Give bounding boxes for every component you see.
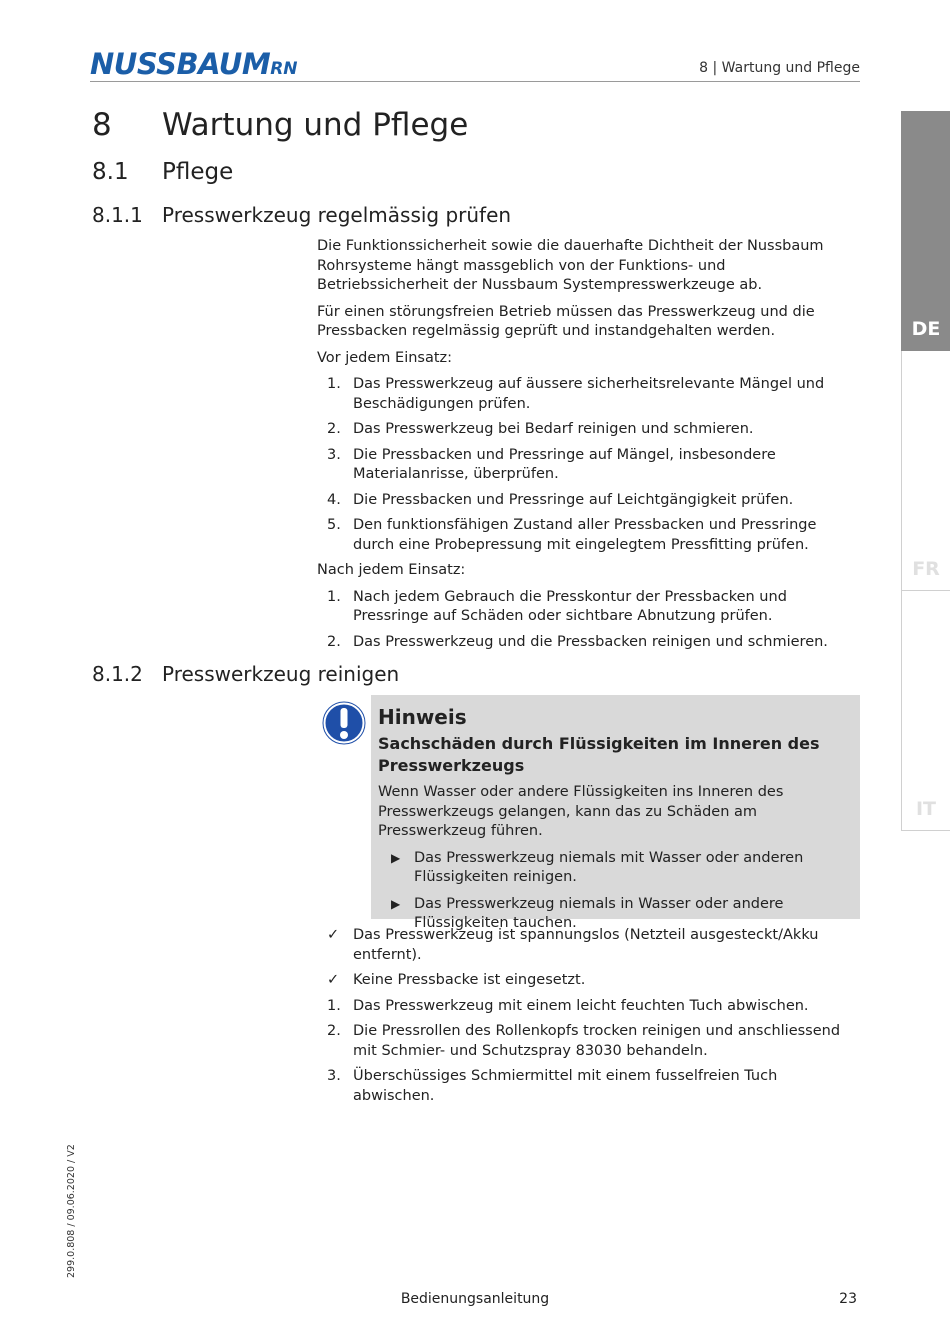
logo-suffix-text: RN [270,59,298,79]
subsection-title: Presswerkzeug regelmässig prüfen [162,203,512,227]
list-item: ✓ Keine Pressbacke ist eingesetzt. [317,971,860,991]
subsection-heading-check [92,201,511,229]
language-tab-fr[interactable] [901,351,950,591]
page-number: 23 [839,1291,857,1307]
after-use-list [317,588,860,653]
list-item: 2. Die Pressrollen des Rollenkopfs trocken reinigen und anschliessend mit Schmier- und Schutzspray 83030 behandeln. [327,1023,841,1059]
chapter-heading [92,104,468,146]
document-code: 299.0.808 / 09.06.2020 / V2 [66,1144,77,1278]
list-item: 1. Das Presswerkzeug mit einem leicht feuchten Tuch abwischen. [327,997,809,1014]
cleaning-steps-list [317,997,860,1107]
section-number: 8.1 [92,159,129,185]
notice-title: Hinweis [378,705,467,729]
list-item: 4. Die Pressbacken und Pressringe auf Leichtgängigkeit prüfen. [327,491,794,508]
language-tab-it[interactable] [901,591,950,831]
section-heading [92,155,233,189]
notice-box [371,695,860,931]
chapter-title: Wartung und Pflege [162,107,469,143]
language-tab-label: IT [915,798,937,820]
clean-section-body [317,926,860,1112]
logo-main-text: NUSSBAUM [90,47,271,81]
check-icon: ✓ [327,927,340,943]
section-title: Pflege [162,159,234,185]
list-item: 3. Überschüssiges Schmiermittel mit einem fusselfreien Tuch abwischen. [327,1068,778,1104]
list-item: ✓ Das Presswerkzeug ist spannungslos (Netzteil ausgesteckt/Akku entfernt). [327,927,819,963]
subsection-number: 8.1.1 [92,203,143,227]
list-item: 3. Die Pressbacken und Pressringe auf Mängel, insbesondere Materialanrisse, überprüfen. [327,446,776,482]
before-use-list [317,375,860,555]
language-tab-label: DE [911,318,941,340]
list-item: 2. Das Presswerkzeug und die Pressbacken reinigen und schmieren. [327,633,828,650]
notice-bullets [378,849,846,934]
footer-title: Bedienungsanleitung [400,1291,550,1307]
subsection-number: 8.1.2 [92,662,143,686]
language-tab-label: FR [912,558,940,580]
check-icon: ✓ [327,972,340,988]
list-item: ▶ Das Presswerkzeug niemals in Wasser oder andere Flüssigkeiten tauchen. [391,895,784,931]
exclamation-icon [321,700,367,746]
paragraph: Die Funktionssicherheit sowie die dauerhafte Dichtheit der Nussbaum Rohrsysteme hängt massgeblich von der Funktions- und Betriebssicherheit der Nussbaum Systempresswerkzeuge ab. [317,238,824,293]
subsection-heading-clean [92,660,399,688]
list-item: 5. Den funktionsfähigen Zustand aller Pressbacken und Pressringe durch eine Probepressung mit eingelegtem Pressfitting prüfen. [327,517,817,553]
language-tabs [901,111,950,831]
subsection-title: Presswerkzeug reinigen [162,662,400,686]
chapter-number: 8 [92,107,112,143]
header-divider [90,81,860,82]
precondition-list [317,926,860,991]
notice-text: Wenn Wasser oder andere Flüssigkeiten ins Inneren des Presswerkzeugs gelangen, kann das zu Schäden am Presswerkzeug führen. [378,784,784,839]
list-item: 1. Nach jedem Gebrauch die Presskontur der Pressbacken und Pressringe auf Schäden oder sichtbare Abnutzung prüfen. [327,588,787,624]
list-item: ▶ Das Presswerkzeug niemals mit Wasser oder anderen Flüssigkeiten reinigen. [391,849,804,885]
language-tab-de[interactable] [901,111,950,351]
paragraph: Für einen störungsfreien Betrieb müssen das Presswerkzeug und die Pressbacken regelmässig geprüft und instandgehalten werden. [317,303,815,339]
triangle-bullet-icon: ▶ [391,896,401,911]
list-label-after: Nach jedem Einsatz: [317,562,466,578]
notice-subtitle: Sachschäden durch Flüssigkeiten im Inneren des Presswerkzeugs [378,734,820,775]
triangle-bullet-icon: ▶ [391,850,401,865]
check-section-body [317,237,860,658]
list-label-before: Vor jedem Einsatz: [317,349,453,366]
list-item: 1. Das Presswerkzeug auf äussere sicherheitsrelevante Mängel und Beschädigungen prüfen. [327,376,825,412]
running-header: 8 | Wartung und Pflege [699,60,860,76]
list-item: 2. Das Presswerkzeug bei Bedarf reinigen und schmieren. [327,421,754,437]
